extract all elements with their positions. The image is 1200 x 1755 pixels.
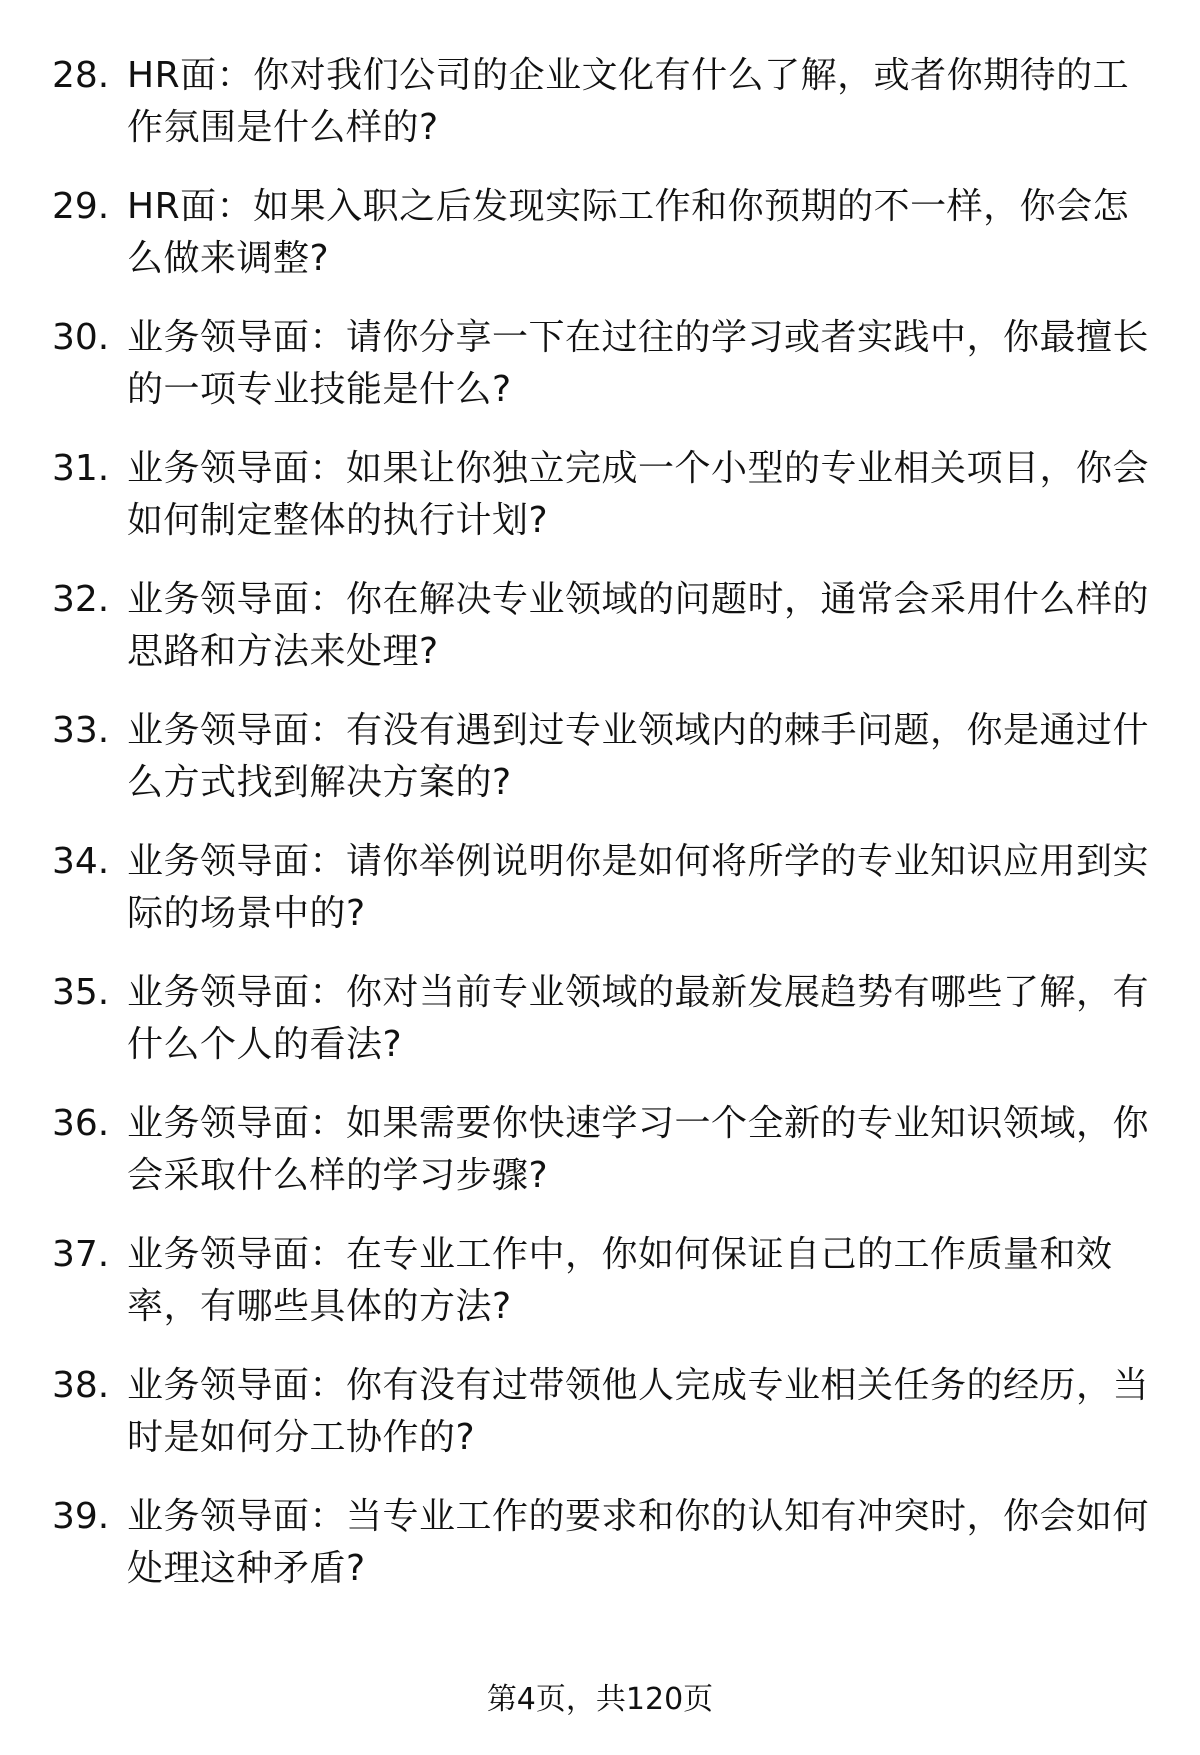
question-text: 业务领导面：请你分享一下在过往的学习或者实践中，你最擅长的一项专业技能是什么? <box>127 317 1150 410</box>
question-text: 业务领导面：请你举例说明你是如何将所学的专业知识应用到实际的场景中的? <box>127 841 1150 934</box>
question-number: 34. <box>52 841 110 882</box>
question-text: 业务领导面：你在解决专业领域的问题时，通常会采用什么样的思路和方法来处理? <box>127 579 1150 672</box>
question-number: 30. <box>52 317 110 358</box>
question-text: 业务领导面：如果需要你快速学习一个全新的专业知识领域，你会采取什么样的学习步骤? <box>127 1103 1150 1196</box>
question-number: 31. <box>52 448 110 489</box>
question-number: 37. <box>52 1234 110 1275</box>
question-item <box>0 443 1200 574</box>
question-item <box>0 836 1200 967</box>
question-text: HR面：你对我们公司的企业文化有什么了解，或者你期待的工作氛围是什么样的? <box>127 55 1130 148</box>
question-text: 业务领导面：有没有遇到过专业领域内的棘手问题，你是通过什么方式找到解决方案的? <box>127 710 1150 803</box>
question-item <box>0 1229 1200 1360</box>
question-item <box>0 705 1200 836</box>
question-item <box>0 574 1200 705</box>
question-text: 业务领导面：你对当前专业领域的最新发展趋势有哪些了解，有什么个人的看法? <box>127 972 1150 1065</box>
question-number: 39. <box>52 1496 110 1537</box>
question-text: 业务领导面：当专业工作的要求和你的认知有冲突时，你会如何处理这种矛盾? <box>127 1496 1150 1589</box>
question-item <box>0 181 1200 312</box>
question-number: 38. <box>52 1365 110 1406</box>
question-text: 业务领导面：你有没有过带领他人完成专业相关任务的经历，当时是如何分工协作的? <box>127 1365 1150 1458</box>
question-item <box>0 967 1200 1098</box>
question-item <box>0 50 1200 181</box>
question-text: HR面：如果入职之后发现实际工作和你预期的不一样，你会怎么做来调整? <box>127 186 1130 279</box>
question-item <box>0 1491 1200 1622</box>
question-number: 35. <box>52 972 110 1013</box>
question-item <box>0 1360 1200 1491</box>
question-text: 业务领导面：如果让你独立完成一个小型的专业相关项目，你会如何制定整体的执行计划? <box>127 448 1150 541</box>
question-item <box>0 312 1200 443</box>
question-number: 28. <box>52 55 110 96</box>
question-number: 32. <box>52 579 110 620</box>
question-number: 36. <box>52 1103 110 1144</box>
page-footer: 第4页，共120页 <box>486 1682 714 1717</box>
question-list <box>0 50 1200 1622</box>
question-number: 33. <box>52 710 110 751</box>
question-text: 业务领导面：在专业工作中，你如何保证自己的工作质量和效率，有哪些具体的方法? <box>127 1234 1113 1327</box>
question-number: 29. <box>52 186 110 227</box>
question-item <box>0 1098 1200 1229</box>
